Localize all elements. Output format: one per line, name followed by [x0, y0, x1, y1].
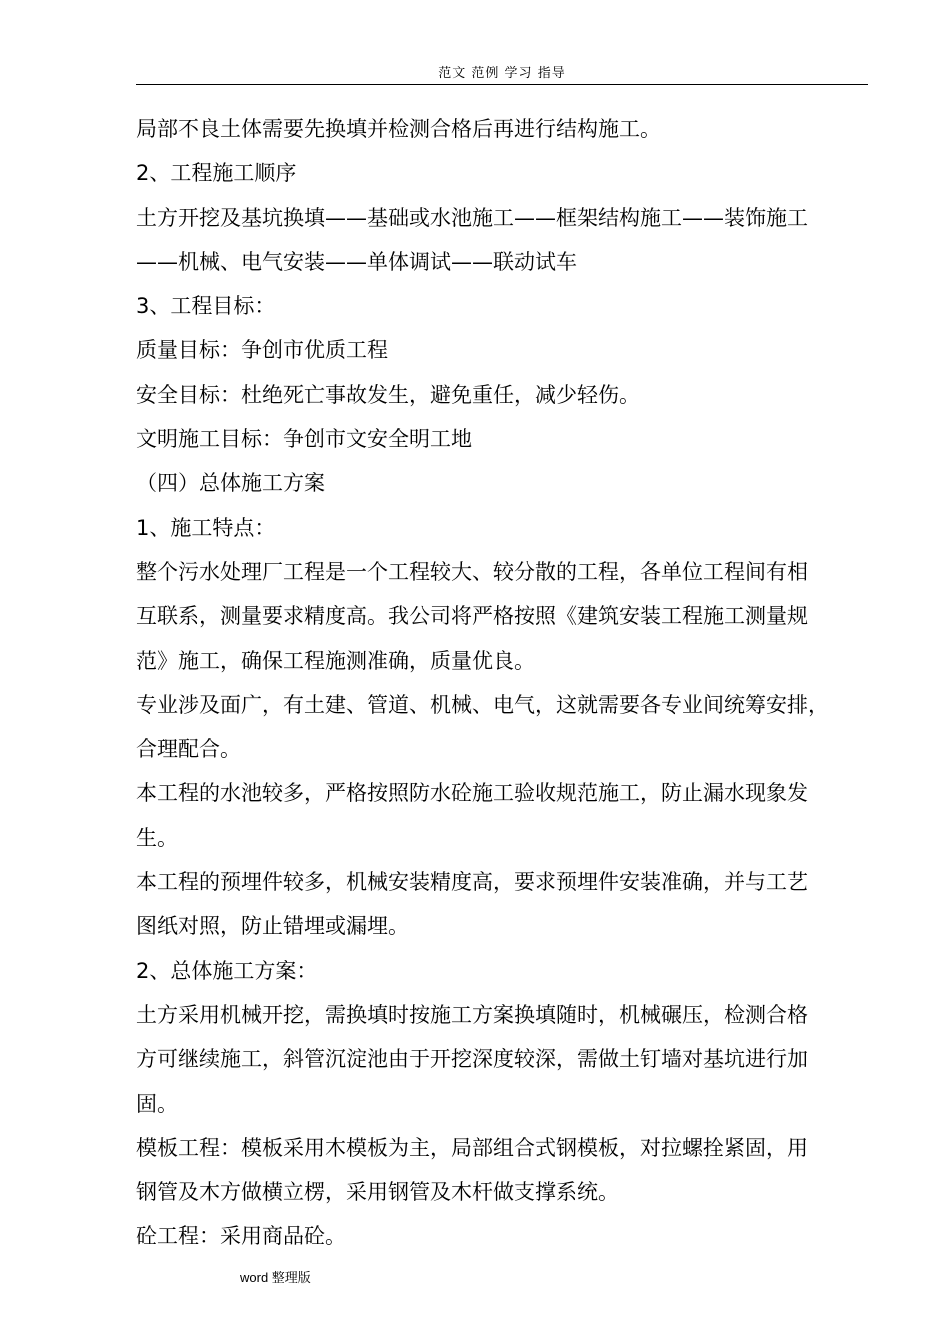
text-line: 合理配合。 [136, 737, 241, 762]
text-line: 砼工程：采用商品砼。 [136, 1224, 346, 1249]
text-line: 局部不良土体需要先换填并检测合格后再进行结构施工。 [136, 117, 661, 141]
text-line: 生。 [136, 825, 178, 850]
text-line: 图纸对照，防止错埋或漏埋。 [136, 914, 409, 939]
text-line: 土方开挖及基坑换填——基础或水池施工——框架结构施工——装饰施工 [136, 205, 808, 230]
text-line: 土方采用机械开挖，需换填时按施工方案换填随时，机械碾压，检测合格 [136, 1002, 808, 1027]
text-line: 范》施工，确保工程施测准确，质量优良。 [136, 648, 535, 673]
section-heading: （四）总体施工方案 [136, 471, 325, 496]
text-line: 方可继续施工，斜管沉淀池由于开挖深度较深，需做土钉墙对基坑进行加 [136, 1047, 808, 1072]
text-line: 固。 [136, 1091, 178, 1116]
text-line: ——机械、电气安装——单体调试——联动试车 [136, 249, 577, 274]
section-heading: 2、工程施工顺序 [136, 161, 297, 186]
page-header: 范文 范例 学习 指导 [136, 64, 868, 85]
text-line: 安全目标：杜绝死亡事故发生，避免重任，减少轻伤。 [136, 382, 640, 407]
section-heading: 3、工程目标： [136, 294, 276, 319]
section-heading: 2、总体施工方案： [136, 958, 318, 983]
text-line: 质量目标：争创市优质工程 [136, 338, 388, 363]
text-line: 互联系，测量要求精度高。我公司将严格按照《建筑安装工程施工测量规 [136, 604, 808, 629]
text-line: 模板工程：模板采用木模板为主，局部组合式钢模板，对拉螺拴紧固，用 [136, 1135, 808, 1160]
text-line: 钢管及木方做横立楞，采用钢管及木杆做支撑系统。 [136, 1180, 619, 1205]
text-line: 文明施工目标：争创市文安全明工地 [136, 427, 472, 452]
document-body [136, 107, 888, 1259]
page-footer: word 整理版 [240, 1270, 311, 1285]
section-heading: 1、施工特点： [136, 515, 276, 540]
text-line: 本工程的预埋件较多，机械安装精度高，要求预埋件安装准确，并与工艺 [136, 870, 808, 895]
text-line: 专业涉及面广，有土建、管道、机械、电气，这就需要各专业间统筹安排， [136, 692, 829, 717]
text-line: 本工程的水池较多，严格按照防水砼施工验收规范施工，防止漏水现象发 [136, 781, 808, 806]
text-line: 整个污水处理厂工程是一个工程较大、较分散的工程，各单位工程间有相 [136, 559, 808, 584]
